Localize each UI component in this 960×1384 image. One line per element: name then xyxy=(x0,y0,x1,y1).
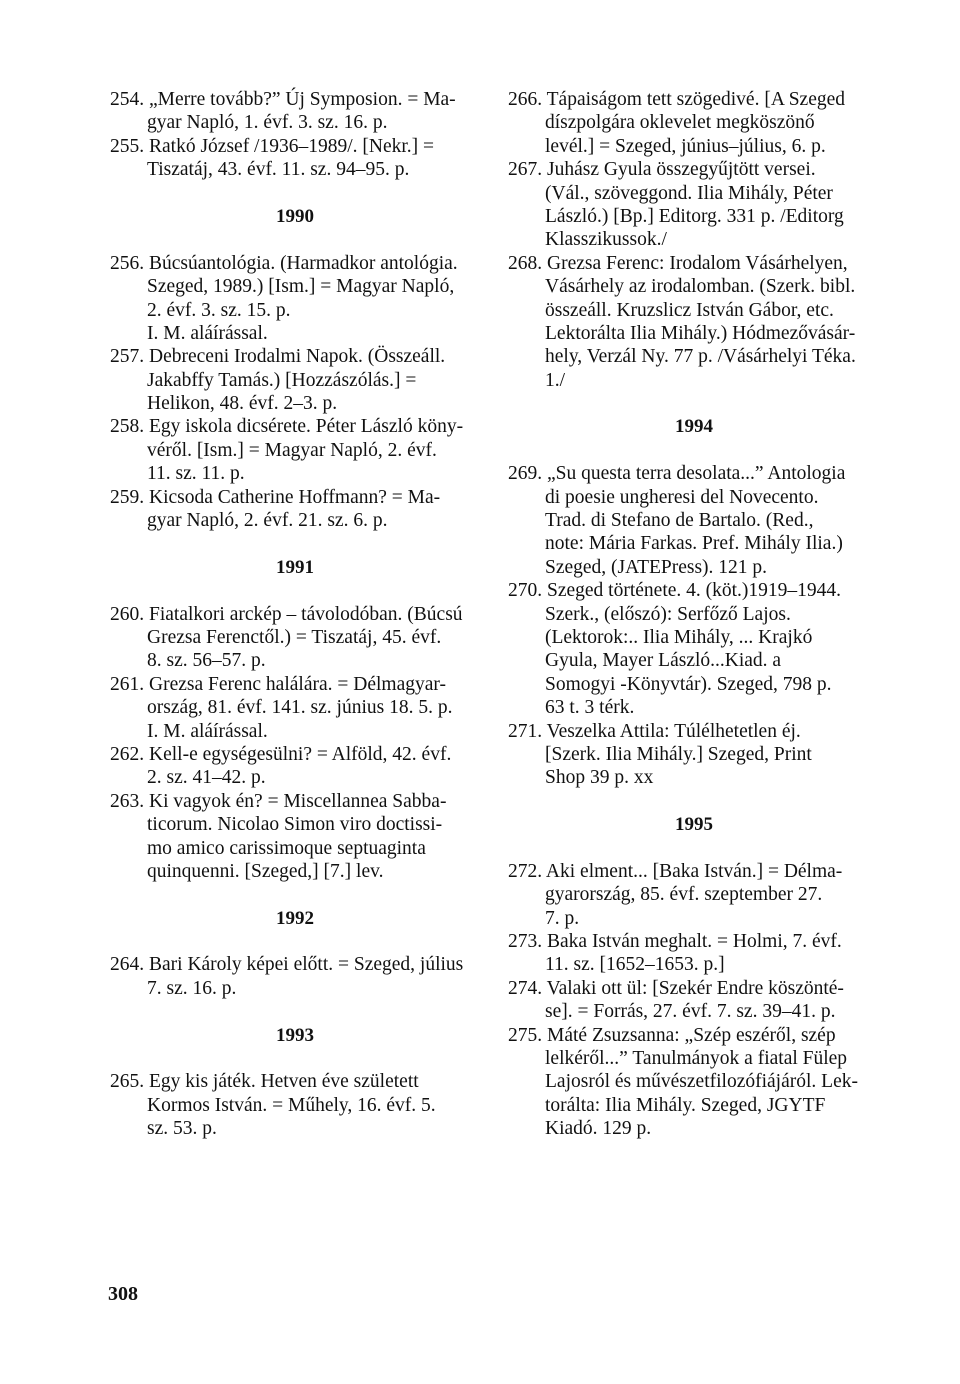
spacer xyxy=(508,837,880,860)
entry-continuation-line: 7. sz. 16. p. xyxy=(147,977,237,999)
entry-continuation-line: Gyula, Mayer László...Kiad. a xyxy=(545,650,782,672)
entry-continuation-line: László.) [Bp.] Editorg. 331 p. /Editorg xyxy=(545,205,844,227)
entry-continuation-line: összeáll. Kruzslicz István Gábor, etc. xyxy=(545,299,834,321)
entry-continuation-line: Szerk., (előszó): Serfőző Lajos. xyxy=(545,603,791,625)
year-heading: 1992 xyxy=(276,907,314,929)
entry-continuation-line: 7. p. xyxy=(545,907,580,929)
entry-continuation-line: gyar Napló, 1. évf. 3. sz. 16. p. xyxy=(147,112,388,134)
right-column xyxy=(508,88,880,1141)
entry-continuation-line: (Vál., szöveggond. Ilia Mihály, Péter xyxy=(545,182,833,204)
entry-first-line: 256. Búcsúantológia. (Harmadkor antológia. xyxy=(110,252,458,274)
entry-continuation-line: Somogyi -Könyvtár). Szeged, 798 p. xyxy=(545,673,832,695)
entry-continuation-line: I. M. aláírással. xyxy=(147,720,268,742)
entry-continuation-line: (Lektorok:.. Ilia Mihály, ... Krajkó xyxy=(545,626,813,648)
entry-continuation-line: [Szerk. Ilia Mihály.] Szeged, Print xyxy=(545,743,812,765)
entry-first-line: 261. Grezsa Ferenc halálára. = Délmagyar- xyxy=(110,673,446,695)
entry-continuation-line: sz. 53. p. xyxy=(147,1118,217,1140)
spacer xyxy=(508,790,880,813)
entry-continuation-line: Kormos István. = Műhely, 16. évf. 5. xyxy=(147,1094,436,1116)
entry-continuation-line: lelkéről...” Tanulmányok a fiatal Fülep xyxy=(545,1048,848,1070)
entry-continuation-line: Szeged, 1989.) [Ism.] = Magyar Napló, xyxy=(147,276,455,298)
entry-continuation-line: quinquenni. [Szeged,] [7.] lev. xyxy=(147,860,384,882)
entry-continuation-line: Lektorálta Ilia Mihály.) Hódmezővásár- xyxy=(545,322,856,344)
entry-continuation-line: mo amico carissimoque septuaginta xyxy=(147,837,426,859)
entry-continuation-line: torálta: Ilia Mihály. Szeged, JGYTF xyxy=(545,1094,826,1116)
entry-first-line: 264. Bari Károly képei előtt. = Szeged, július xyxy=(110,954,464,976)
entry-continuation-line: 2. sz. 41–42. p. xyxy=(147,767,266,789)
entry-continuation-line: 63 t. 3 térk. xyxy=(545,697,635,719)
entry-first-line: 267. Juhász Gyula összegyűjtött versei. xyxy=(508,159,816,181)
entry-first-line: 273. Baka István meghalt. = Holmi, 7. évf. xyxy=(508,931,842,953)
spacer xyxy=(110,182,480,205)
entry-continuation-line: 8. sz. 56–57. p. xyxy=(147,650,266,672)
entry-continuation-line: Trad. di Stefano de Bartalo. (Red., xyxy=(545,510,814,532)
entry-continuation-line: Grezsa Ferenctől.) = Tiszatáj, 45. évf. xyxy=(147,626,442,648)
year-heading: 1994 xyxy=(675,416,713,438)
entry-continuation-line: hely, Verzál Ny. 77 p. /Vásárhelyi Téka. xyxy=(545,346,856,368)
spacer xyxy=(110,1047,480,1070)
entry-continuation-line: Lajosról és művészetfilozófiájáról. Lek- xyxy=(545,1071,858,1093)
entry-continuation-line: Vásárhely az irodalomban. (Szerk. bibl. xyxy=(545,276,856,298)
entry-continuation-line: ticorum. Nicolao Simon viro doctissi- xyxy=(147,814,443,836)
spacer xyxy=(110,1000,480,1023)
entry-continuation-line: gyarország, 85. évf. szeptember 27. xyxy=(545,884,823,906)
entry-continuation-line: 11. sz. 11. p. xyxy=(147,463,245,485)
spacer xyxy=(110,883,480,906)
entry-first-line: 258. Egy iskola dicsérete. Péter László köny- xyxy=(110,416,464,438)
page-number: 308 xyxy=(108,1283,138,1305)
entry-first-line: 263. Ki vagyok én? = Miscellannea Sabba- xyxy=(110,790,447,812)
entry-first-line: 271. Veszelka Attila: Túlélhetetlen éj. xyxy=(508,720,801,742)
entry-first-line: 260. Fiatalkori arckép – távolodóban. (Búcsú xyxy=(110,603,463,625)
entry-continuation-line: I. M. aláírással. xyxy=(147,322,268,344)
entry-first-line: 270. Szeged története. 4. (köt.)1919–1944. xyxy=(508,580,842,602)
entry-continuation-line: Klasszikussok./ xyxy=(545,229,667,251)
spacer xyxy=(110,579,480,602)
entry-continuation-line: véről. [Ism.] = Magyar Napló, 2. évf. xyxy=(147,439,437,461)
entry-continuation-line: díszpolgára oklevelet megköszönő xyxy=(545,112,815,134)
left-column xyxy=(110,88,480,1141)
entry-first-line: 262. Kell-e egységesülni? = Alföld, 42. évf. xyxy=(110,743,452,765)
spacer xyxy=(508,439,880,462)
entry-continuation-line: gyar Napló, 2. évf. 21. sz. 6. p. xyxy=(147,510,388,532)
year-heading: 1995 xyxy=(675,814,713,836)
entry-first-line: 259. Kicsoda Catherine Hoffmann? = Ma- xyxy=(110,486,441,508)
entry-continuation-line: Szeged, (JATEPress). 121 p. xyxy=(545,556,768,578)
entry-first-line: 265. Egy kis játék. Hetven éve született xyxy=(110,1071,419,1093)
year-heading: 1990 xyxy=(276,205,314,227)
year-heading: 1993 xyxy=(276,1024,314,1046)
spacer xyxy=(110,532,480,555)
entry-first-line: 272. Aki elment... [Baka István.] = Délma- xyxy=(508,860,843,882)
entry-continuation-line: levél.] = Szeged, június–július, 6. p. xyxy=(545,135,826,157)
spacer xyxy=(110,228,480,251)
entry-continuation-line: se]. = Forrás, 27. évf. 7. sz. 39–41. p. xyxy=(545,1001,836,1023)
entry-first-line: 255. Ratkó József /1936–1989/. [Nekr.] = xyxy=(110,135,435,157)
entry-first-line: 275. Máté Zsuzsanna: „Szép eszéről, szép xyxy=(508,1024,836,1046)
entry-first-line: 268. Grezsa Ferenc: Irodalom Vásárhelyen, xyxy=(508,252,848,274)
spacer xyxy=(110,930,480,953)
entry-first-line: 266. Tápaiságom tett szögedivé. [A Szeged xyxy=(508,89,846,110)
entry-first-line: 257. Debreceni Irodalmi Napok. (Összeáll. xyxy=(110,346,446,368)
entry-continuation-line: 11. sz. [1652–1653. p.] xyxy=(545,954,725,976)
entry-continuation-line: note: Mária Farkas. Pref. Mihály Ilia.) xyxy=(545,533,843,555)
spacer xyxy=(508,392,880,415)
entry-continuation-line: 1./ xyxy=(545,369,566,391)
entry-continuation-line: Kiadó. 129 p. xyxy=(545,1118,652,1140)
entry-continuation-line: Shop 39 p. xx xyxy=(545,767,654,789)
entry-first-line: 274. Valaki ott ül: [Szekér Endre köszönté- xyxy=(508,977,844,999)
entry-continuation-line: 2. évf. 3. sz. 15. p. xyxy=(147,299,291,321)
entry-first-line: 254. „Merre tovább?” Új Symposion. = Ma- xyxy=(110,89,456,110)
year-heading: 1991 xyxy=(276,556,314,578)
entry-first-line: 269. „Su questa terra desolata...” Antologia xyxy=(508,463,846,485)
entry-continuation-line: Helikon, 48. évf. 2–3. p. xyxy=(147,393,338,415)
entry-continuation-line: Jakabffy Tamás.) [Hozzászólás.] = xyxy=(147,369,417,391)
entry-continuation-line: di poesie ungheresi del Novecento. xyxy=(545,486,819,508)
entry-continuation-line: ország, 81. évf. 141. sz. június 18. 5. p. xyxy=(147,697,453,719)
entry-continuation-line: Tiszatáj, 43. évf. 11. sz. 94–95. p. xyxy=(147,159,410,181)
